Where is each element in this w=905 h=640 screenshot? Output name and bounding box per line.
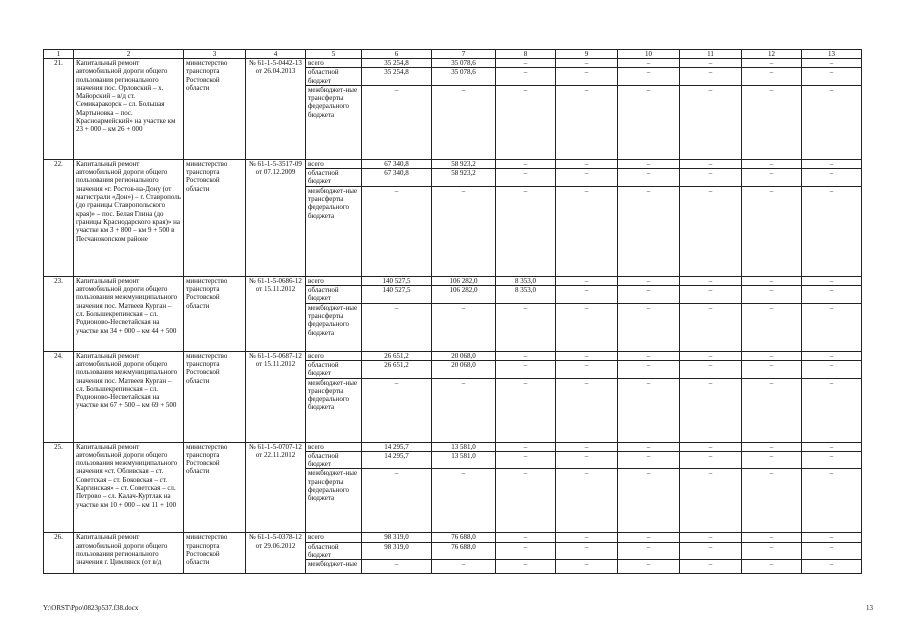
column-number-cell: 10 — [618, 50, 680, 59]
amount-cell: – — [680, 451, 742, 469]
amount-cell: 35 254,8 — [362, 68, 432, 86]
amount-cell: – — [432, 186, 496, 276]
amount-cell: 67 340,8 — [362, 159, 432, 168]
amount-cell: – — [802, 533, 862, 542]
amount-cell: – — [496, 85, 556, 159]
amount-cell: – — [742, 186, 802, 276]
funding-source: областной бюджет — [306, 360, 362, 378]
document-table-area — [43, 49, 861, 574]
amount-cell: 14 295,7 — [362, 442, 432, 451]
amount-cell: – — [496, 442, 556, 451]
amount-cell: – — [802, 360, 862, 378]
amount-cell: – — [556, 542, 618, 560]
amount-cell: – — [802, 159, 862, 168]
amount-cell: – — [742, 68, 802, 86]
funding-source: областной бюджет — [306, 68, 362, 86]
amount-cell: 98 319,0 — [362, 533, 432, 542]
amount-cell: – — [742, 85, 802, 159]
amount-cell: – — [742, 542, 802, 560]
funding-source: всего — [306, 351, 362, 360]
amount-cell: 58 923,2 — [432, 159, 496, 168]
amount-cell: – — [362, 560, 432, 574]
approval-document: № 61-1-5-0707-12 от 22.11.2012 — [246, 442, 306, 533]
amount-cell: – — [618, 286, 680, 304]
approval-document: № 61-1-5-3517-09 от 07.12.2009 — [246, 159, 306, 276]
column-number-cell: 2 — [74, 50, 184, 59]
financing-table — [43, 49, 862, 574]
amount-cell: – — [556, 303, 618, 351]
amount-cell: – — [496, 533, 556, 542]
funding-source: межбюджет-ные трансферты федерального бюджета — [306, 85, 362, 159]
row-number: 22. — [44, 159, 74, 276]
amount-cell: – — [618, 351, 680, 360]
amount-cell: 76 688,0 — [432, 542, 496, 560]
amount-cell: – — [680, 469, 742, 533]
amount-cell: 67 340,8 — [362, 169, 432, 187]
amount-cell: 35 078,6 — [432, 59, 496, 68]
amount-cell: – — [680, 533, 742, 542]
amount-cell: – — [742, 286, 802, 304]
amount-cell: – — [362, 85, 432, 159]
amount-cell: – — [618, 85, 680, 159]
amount-cell: – — [362, 186, 432, 276]
object-name: Капитальный ремонт автомобильной дороги общего пользования регионального значения «г. Ростов-на-Дону (от магистрали «Дон») – г. Ставрополь (до границы Ставропольского края)» – пос. Белая Глина (до границы Краснодарского края)» на участке км 3 + 800 – км 9 + 500 в Песчанокопском районе — [74, 159, 184, 276]
amount-cell: – — [802, 186, 862, 276]
amount-cell: – — [496, 469, 556, 533]
object-name: Капитальный ремонт автомобильной дороги общего пользования межмуниципального значения «ст. Обливская – ст. Советская – ст. Боковская – ст. Каргинская» – ст. Советская – сл. Петрово – сл. Калач-Куртлак на участке км 10 + 000 – км 11 + 100 — [74, 442, 184, 533]
amount-cell: – — [680, 542, 742, 560]
column-number-cell: 13 — [802, 50, 862, 59]
amount-cell: – — [496, 169, 556, 187]
column-number-cell: 5 — [306, 50, 362, 59]
amount-cell: – — [496, 351, 556, 360]
amount-cell: – — [618, 442, 680, 451]
amount-cell: – — [802, 351, 862, 360]
responsible-ministry: министерство транспорта Ростовской области — [184, 442, 246, 533]
amount-cell: – — [556, 85, 618, 159]
amount-cell: – — [742, 360, 802, 378]
funding-source: межбюджет-ные трансферты федерального бюджета — [306, 303, 362, 351]
funding-source: всего — [306, 533, 362, 542]
funding-source: всего — [306, 276, 362, 285]
responsible-ministry: министерство транспорта Ростовской области — [184, 59, 246, 160]
amount-cell: – — [802, 560, 862, 574]
funding-source: областной бюджет — [306, 542, 362, 560]
table-row — [44, 159, 862, 168]
amount-cell: – — [556, 360, 618, 378]
funding-source: межбюджет-ные — [306, 560, 362, 574]
amount-cell: – — [680, 286, 742, 304]
amount-cell: – — [680, 186, 742, 276]
object-name: Капитальный ремонт автомобильной дороги общего пользования регионального значения г. Цимлянск (от в/д — [74, 533, 184, 574]
amount-cell: – — [432, 303, 496, 351]
amount-cell: – — [802, 303, 862, 351]
row-number: 24. — [44, 351, 74, 442]
amount-cell: – — [742, 303, 802, 351]
amount-cell: – — [556, 451, 618, 469]
amount-cell: 14 295,7 — [362, 451, 432, 469]
table-row — [44, 351, 862, 360]
amount-cell: 58 923,2 — [432, 169, 496, 187]
amount-cell: – — [802, 169, 862, 187]
amount-cell: – — [496, 59, 556, 68]
amount-cell: 140 527,5 — [362, 276, 432, 285]
amount-cell: – — [802, 286, 862, 304]
amount-cell: – — [680, 351, 742, 360]
amount-cell: – — [556, 186, 618, 276]
amount-cell: – — [556, 351, 618, 360]
amount-cell: – — [742, 351, 802, 360]
funding-source: всего — [306, 442, 362, 451]
amount-cell: 20 068,0 — [432, 360, 496, 378]
object-name: Капитальный ремонт автомобильной дороги общего пользования регионального значения пос. Орловский – х. Майорский – в/д ст. Семикаракорск – сл. Большая Мартыновка – пос. Красноармейский» на участке км 23 + 000 – км 26 + 000 — [74, 59, 184, 160]
amount-cell: – — [618, 542, 680, 560]
amount-cell: – — [556, 469, 618, 533]
column-number-cell: 9 — [556, 50, 618, 59]
amount-cell: – — [362, 469, 432, 533]
amount-cell: – — [496, 360, 556, 378]
amount-cell: – — [680, 169, 742, 187]
amount-cell: – — [618, 469, 680, 533]
approval-document: № 61-1-5-0442-13 от 26.04.2013 — [246, 59, 306, 160]
amount-cell: 106 282,0 — [432, 286, 496, 304]
row-number: 26. — [44, 533, 74, 574]
amount-cell: – — [742, 533, 802, 542]
amount-cell: 13 581,0 — [432, 442, 496, 451]
amount-cell: – — [618, 451, 680, 469]
amount-cell: – — [618, 560, 680, 574]
amount-cell: 76 688,0 — [432, 533, 496, 542]
amount-cell: – — [556, 286, 618, 304]
amount-cell: – — [680, 360, 742, 378]
table-row — [44, 276, 862, 285]
amount-cell: – — [496, 303, 556, 351]
funding-source: областной бюджет — [306, 169, 362, 187]
amount-cell: – — [618, 303, 680, 351]
amount-cell: – — [802, 59, 862, 68]
amount-cell: – — [680, 59, 742, 68]
responsible-ministry: министерство транспорта Ростовской области — [184, 533, 246, 574]
row-number: 25. — [44, 442, 74, 533]
column-number-cell: 6 — [362, 50, 432, 59]
amount-cell: – — [496, 378, 556, 442]
amount-cell: – — [680, 85, 742, 159]
amount-cell: 106 282,0 — [432, 276, 496, 285]
amount-cell: – — [556, 276, 618, 285]
amount-cell: – — [742, 442, 802, 451]
amount-cell: – — [618, 169, 680, 187]
amount-cell: – — [802, 469, 862, 533]
table-row — [44, 442, 862, 451]
column-number-cell: 4 — [246, 50, 306, 59]
responsible-ministry: министерство транспорта Ростовской области — [184, 159, 246, 276]
amount-cell: 26 651,2 — [362, 360, 432, 378]
amount-cell: – — [802, 85, 862, 159]
amount-cell: – — [742, 451, 802, 469]
amount-cell: – — [742, 378, 802, 442]
row-number: 21. — [44, 59, 74, 160]
amount-cell: – — [556, 442, 618, 451]
amount-cell: – — [362, 378, 432, 442]
funding-source: межбюджет-ные трансферты федерального бюджета — [306, 469, 362, 533]
amount-cell: – — [742, 169, 802, 187]
amount-cell: – — [618, 360, 680, 378]
amount-cell: 8 353,0 — [496, 286, 556, 304]
amount-cell: – — [802, 442, 862, 451]
amount-cell: – — [802, 451, 862, 469]
amount-cell: 98 319,0 — [362, 542, 432, 560]
column-number-cell: 7 — [432, 50, 496, 59]
amount-cell: – — [618, 186, 680, 276]
amount-cell: 20 068,0 — [432, 351, 496, 360]
amount-cell: – — [742, 276, 802, 285]
amount-cell: – — [742, 59, 802, 68]
amount-cell: – — [680, 159, 742, 168]
amount-cell: – — [556, 68, 618, 86]
amount-cell: – — [618, 533, 680, 542]
approval-document: № 61-1-5-0378-12 от 29.06.2012 — [246, 533, 306, 574]
table-row — [44, 533, 862, 542]
amount-cell: 13 581,0 — [432, 451, 496, 469]
amount-cell: – — [432, 560, 496, 574]
amount-cell: – — [680, 303, 742, 351]
column-number-cell: 12 — [742, 50, 802, 59]
amount-cell: 8 353,0 — [496, 276, 556, 285]
responsible-ministry: министерство транспорта Ростовской области — [184, 276, 246, 351]
column-number-cell: 1 — [44, 50, 74, 59]
amount-cell: – — [742, 469, 802, 533]
approval-document: № 61-1-5-0687-12 от 15.11.2012 — [246, 351, 306, 442]
amount-cell: – — [680, 378, 742, 442]
object-name: Капитальный ремонт автомобильной дороги общего пользования межмуниципального значения пос. Матвеев Курган – сл. Большекрепинская – сл. Родионово-Несветайская на участке км 34 + 000 – км 44 + 500 — [74, 276, 184, 351]
amount-cell: – — [556, 59, 618, 68]
amount-cell: – — [432, 469, 496, 533]
amount-cell: – — [802, 276, 862, 285]
funding-source: всего — [306, 159, 362, 168]
amount-cell: – — [496, 159, 556, 168]
funding-source: областной бюджет — [306, 451, 362, 469]
amount-cell: – — [680, 68, 742, 86]
funding-source: межбюджет-ные трансферты федерального бюджета — [306, 378, 362, 442]
file-path-footer: Y:\ORST\Ppo\0823p537.f38.docx — [43, 604, 139, 612]
amount-cell: – — [496, 560, 556, 574]
amount-cell: – — [802, 378, 862, 442]
amount-cell: – — [556, 169, 618, 187]
amount-cell: – — [680, 276, 742, 285]
amount-cell: – — [618, 159, 680, 168]
amount-cell: 35 254,8 — [362, 59, 432, 68]
amount-cell: – — [496, 68, 556, 86]
amount-cell: – — [618, 276, 680, 285]
amount-cell: – — [802, 68, 862, 86]
amount-cell: – — [556, 159, 618, 168]
amount-cell: – — [556, 378, 618, 442]
amount-cell: – — [742, 560, 802, 574]
funding-source: областной бюджет — [306, 286, 362, 304]
column-number-cell: 11 — [680, 50, 742, 59]
amount-cell: – — [362, 303, 432, 351]
amount-cell: – — [618, 59, 680, 68]
amount-cell: – — [680, 442, 742, 451]
amount-cell: 140 527,5 — [362, 286, 432, 304]
table-row — [44, 59, 862, 68]
amount-cell: – — [618, 68, 680, 86]
amount-cell: – — [680, 560, 742, 574]
funding-source: межбюджет-ные трансферты федерального бюджета — [306, 186, 362, 276]
amount-cell: 26 651,2 — [362, 351, 432, 360]
amount-cell: – — [432, 378, 496, 442]
responsible-ministry: министерство транспорта Ростовской области — [184, 351, 246, 442]
page-number: 13 — [866, 604, 873, 612]
amount-cell: – — [742, 159, 802, 168]
amount-cell: 35 078,6 — [432, 68, 496, 86]
approval-document: № 61-1-5-0686-12 от 15.11.2012 — [246, 276, 306, 351]
object-name: Капитальный ремонт автомобильной дороги общего пользования межмуниципального значения пос. Матвеев Курган – сл. Большекрепинская – сл. Родионово-Несветайская на участке км 67 + 500 – км 69 + 500 — [74, 351, 184, 442]
amount-cell: – — [618, 378, 680, 442]
amount-cell: – — [556, 533, 618, 542]
column-number-cell: 8 — [496, 50, 556, 59]
column-number-cell: 3 — [184, 50, 246, 59]
amount-cell: – — [432, 85, 496, 159]
funding-source: всего — [306, 59, 362, 68]
amount-cell: – — [496, 542, 556, 560]
row-number: 23. — [44, 276, 74, 351]
amount-cell: – — [556, 560, 618, 574]
amount-cell: – — [802, 542, 862, 560]
amount-cell: – — [496, 451, 556, 469]
amount-cell: – — [496, 186, 556, 276]
column-number-row — [44, 50, 862, 59]
